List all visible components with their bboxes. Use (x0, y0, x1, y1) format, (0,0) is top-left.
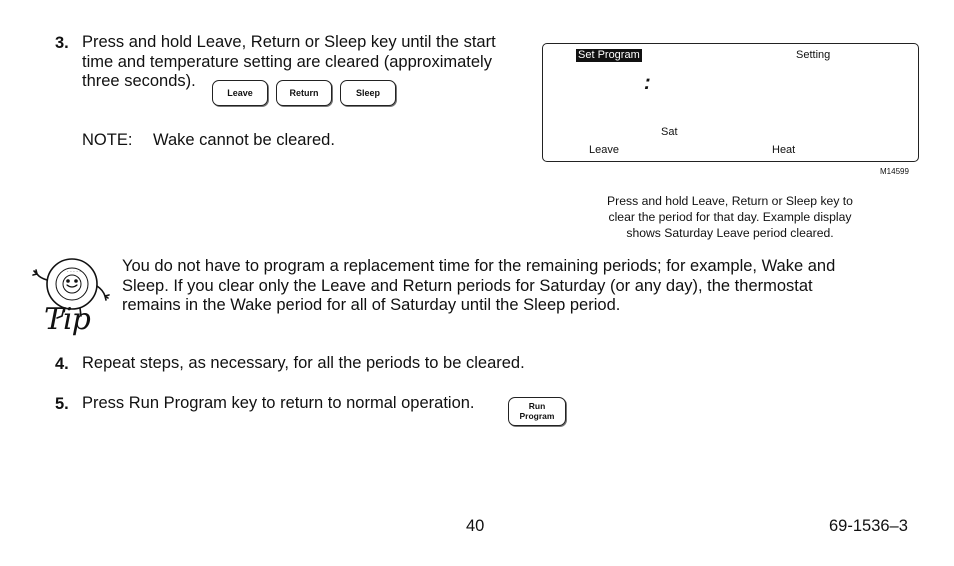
step-4-number: 4. (55, 355, 69, 373)
note-label: NOTE: (82, 131, 133, 149)
sleep-key: Sleep (340, 80, 396, 106)
day-indicator: Sat (661, 126, 678, 138)
step-3-line-2: time and temperature setting are cleared (approximately (82, 52, 492, 71)
run-program-key-line-2: Program (519, 410, 555, 421)
step-4-text: Repeat steps, as necessary, for all the periods to be cleared. (82, 354, 525, 372)
step-3-line-3: three seconds). (82, 72, 196, 90)
tip-line-3: remains in the Wake period for all of Saturday until the Sleep period. (122, 296, 621, 314)
display-caption (560, 193, 900, 241)
tip-text (122, 257, 902, 316)
tip-line-2: Sleep. If you clear only the Leave and Return periods for Saturday (or any day), the thermostat (122, 276, 813, 295)
caption-line-1: Press and hold Leave, Return or Sleep key to (607, 194, 853, 208)
mode-indicator: Heat (772, 144, 796, 156)
document-number: 69-1536–3 (829, 517, 908, 535)
set-program-indicator: Set Program (578, 49, 640, 61)
step-5-number: 5. (55, 395, 69, 413)
step-3-number: 3. (55, 34, 69, 52)
tip-label: Tip (44, 302, 90, 337)
run-program-key (508, 397, 566, 426)
step-3-line-1: Press and hold Leave, Return or Sleep key until the start (82, 33, 496, 51)
return-key: Return (276, 80, 332, 106)
step-5-text: Press Run Program key to return to normal operation. (82, 394, 475, 412)
period-indicator: Leave (589, 144, 619, 156)
time-colon: : (644, 72, 651, 94)
note-text: Wake cannot be cleared. (153, 131, 335, 149)
run-program-key-line-1: Run (528, 401, 546, 411)
svg-text:· · · · ·: · · · · · (67, 269, 81, 275)
caption-line-2: clear the period for that day. Example display (608, 210, 852, 224)
caption-line-3: shows Saturday Leave period cleared. (626, 226, 834, 240)
leave-key: Leave (212, 80, 268, 106)
tip-line-1: You do not have to program a replacement time for the remaining periods; for example, Wake and (122, 257, 836, 275)
setting-indicator: Setting (796, 49, 831, 61)
figure-id: M14599 (880, 167, 909, 176)
page-number: 40 (466, 517, 485, 535)
thermostat-display (542, 43, 919, 162)
